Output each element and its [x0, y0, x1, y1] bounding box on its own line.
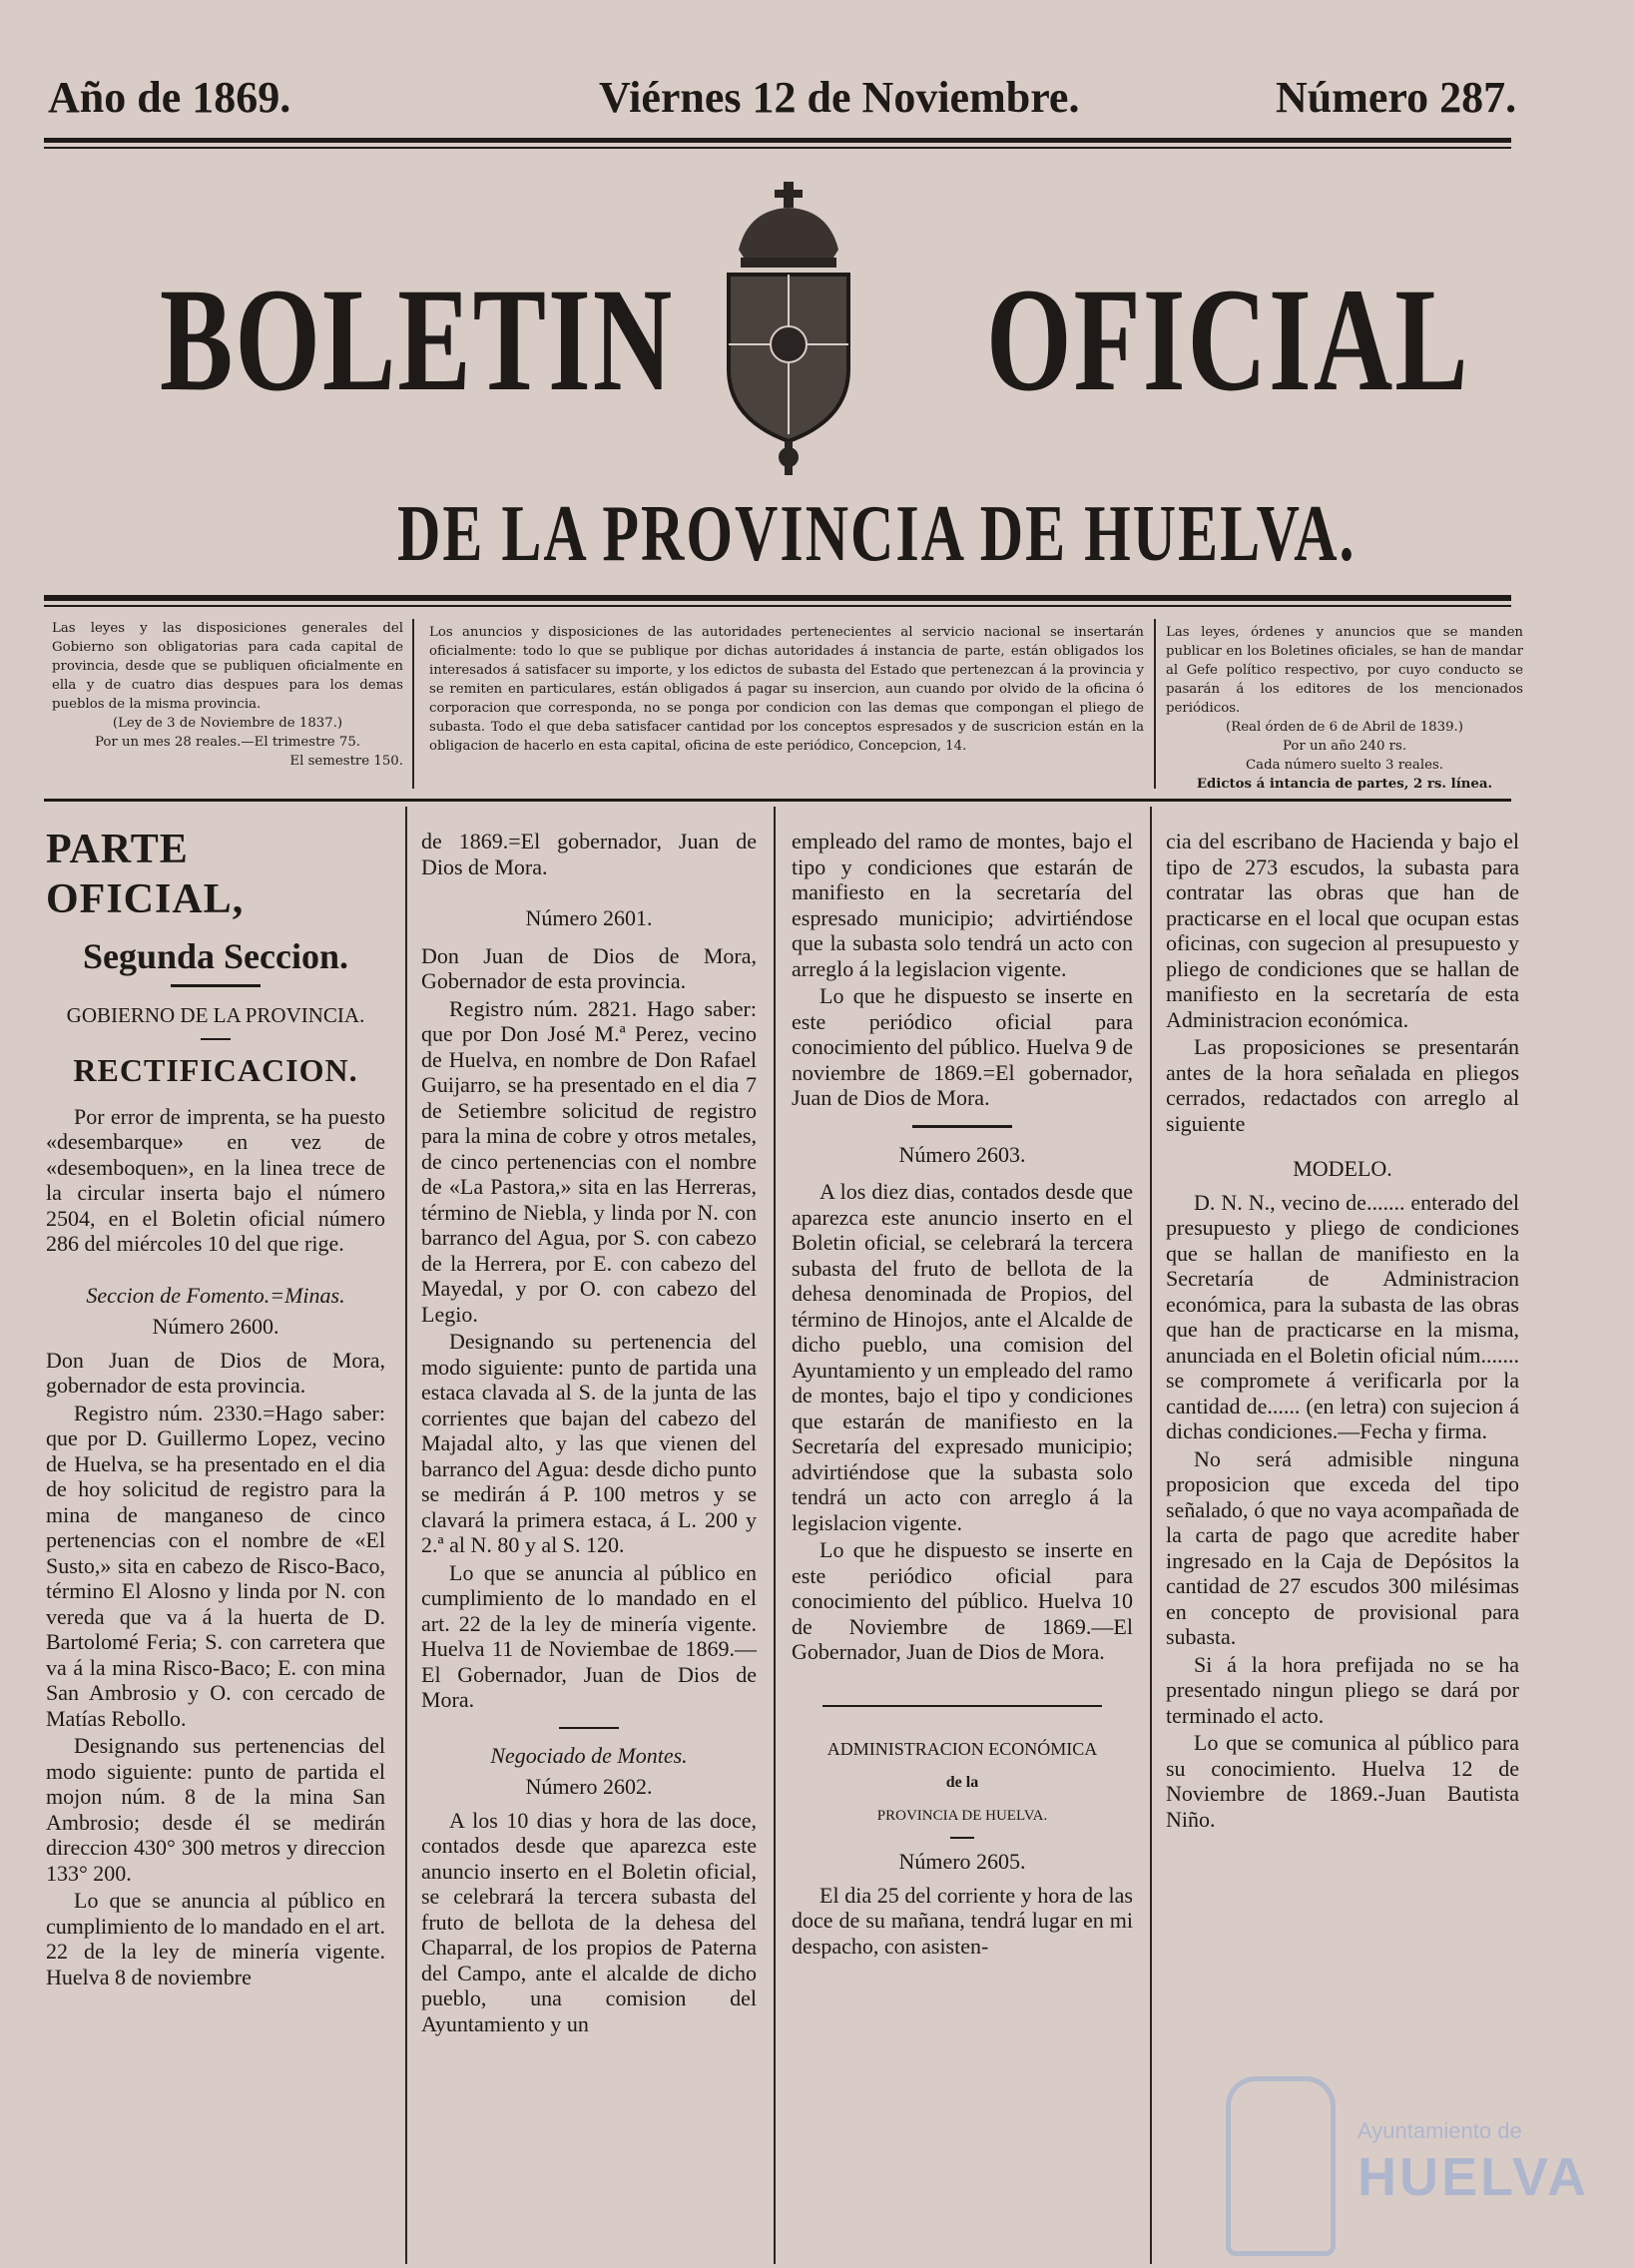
paragraph: Lo que se comunica al público para su conocimiento. Huelva 12 de Noviembre de 1869.-Juan Bautista Niño. — [1166, 1730, 1519, 1832]
paragraph: Designando sus pertenencias del modo siguiente: punto de partida el mojon núm. 8 de la mina San Ambrosio; desde él se medirán direccion 430° 300 metros y direccion 133° 200. — [46, 1733, 385, 1886]
notice-right-price3: Edictos á intancia de partes, 2 rs. línea. — [1196, 777, 1493, 792]
paragraph: empleado del ramo de montes, bajo el tipo y condiciones que estarán de manifiesto en la secretaría del espresado municipio; advirtiéndose que la subasta solo tendrá un acto con arreglo á la legislacion vigente. — [792, 829, 1133, 981]
notice-right-ref: (Real órden de 6 de Abril de 1839.) — [1226, 720, 1463, 735]
column-rule — [405, 807, 407, 2264]
item-number: Número 2602. — [525, 1774, 653, 1799]
paragraph: Lo que se anuncia al público en cumplimiento de lo mandado en el art. 22 de la ley de minería vigente. Huelva 8 de noviembre — [46, 1888, 385, 1989]
notice-left-text: Las leyes y las disposiciones generales del Gobierno son obligatorias para cada capital de provincia, desde que se publiquen oficialmente en ella y de cuatro dias despues para los demas pueblos de la misma provincia. — [52, 621, 403, 712]
column-3 — [792, 829, 1133, 1961]
notice-left — [52, 619, 403, 771]
huelva-shield-icon — [1226, 2076, 1336, 2256]
paragraph: Si á la hora prefijada no se ha presentado ningun pliego se dará por terminado el acto. — [1166, 1651, 1519, 1728]
issue-date: Viérnes 12 de Noviembre. — [599, 73, 1080, 122]
double-divider — [822, 1705, 1102, 1707]
column-1 — [46, 825, 385, 1991]
modelo-heading: MODELO. — [1293, 1156, 1392, 1181]
paragraph: Lo que he dispuesto se inserte en este periódico oficial para conocimiento del público. Huelva 9 de noviembre de 1869.=El gobernador, Juan de Dios de Mora. — [792, 983, 1133, 1110]
notice-right — [1166, 623, 1523, 794]
watermark-line1: Ayuntamiento de — [1358, 2118, 1522, 2143]
subsection-heading: Seccion de Fomento.=Minas. — [86, 1282, 345, 1308]
notice-right-price1: Por un año 240 rs. — [1282, 739, 1407, 754]
column-2 — [421, 829, 757, 2038]
notice-right-text: Las leyes, órdenes y anuncios que se manden publicar en los Boletines oficiales, se han de mandar al Gefe político respectivo, por cuyo conducto se pasarán á los editores de los mencionados periódicos. — [1166, 625, 1523, 716]
paragraph: Don Juan de Dios de Mora, Gobernador de esta provincia. — [421, 942, 757, 993]
divider — [559, 1727, 619, 1729]
item-number: Número 2605. — [898, 1849, 1026, 1874]
gov-heading: GOBIERNO DE LA PROVINCIA. — [66, 1002, 365, 1027]
parte-oficial-heading: PARTE OFICIAL, — [46, 827, 245, 922]
paragraph: A los diez dias, contados desde que aparezca este anuncio inserto en el Boletin oficial, se celebrará la tercera subasta del fruto de bellota de la dehesa denominada de Propios, del término de Hinojos, ante el Alcalde de dicho pueblo, una comision del Ayuntamiento y un empleado del ramo de montes, bajo el tipo y condiciones que estarán de manifiesto en la Secretaría del expresado municipio; advirtiéndose que la subasta solo tendrá un acto con arreglo á la legislacion vigente. — [792, 1179, 1133, 1535]
coat-of-arms-icon — [689, 180, 888, 479]
notices-rule — [44, 799, 1511, 802]
paragraph: Registro núm. 2330.=Hago saber: que por D. Guillermo Lopez, vecino de Huelva, se ha presentado en el dia de hoy solicitud de registro para la mina de manganeso de cinco pertenencias con el nombre de «El Susto,» sita en cabezo de Risco-Baco, término El Alosno y linda por N. con vereda que va á la huerta de D. Bartolomé Feria; S. con carretera que va á la mina Risco-Baco; E. con mina San Ambrosio y O. con cercado de Matías Rebollo. — [46, 1400, 385, 1731]
paragraph: Registro núm. 2821. Hago saber: que por Don José M.ª Perez, vecino de Huelva, en nombre de Don Rafael Guijarro, se ha presentado en el dia 7 de Setiembre solicitud de registro para la mina de cobre y otros metales, de cinco pertenencias con el nombre de «La Pastora,» sita en las Herreras, término de Niebla, y linda por N. con barranco del Agua, por S. con cabezo de la Herrera, por E. con cabezo del Mayedal, y por O. con cabezo del Legio. — [421, 995, 757, 1327]
masthead-rule-thin — [44, 605, 1511, 607]
admin-heading: ADMINISTRACION ECONÓMICA — [826, 1738, 1098, 1759]
admin-heading-dela: de la — [945, 1774, 979, 1791]
paragraph: Lo que se anuncia al público en cumplimiento de lo mandado en el art. 22 de la ley de minería vigente. Huelva 11 de Noviembae de 1869.—El Gobernador, Juan de Dios de Mora. — [421, 1559, 757, 1712]
paragraph: cia del escribano de Hacienda y bajo el tipo de 273 escudos, la subasta para contratar las obras que han de practicarse en el local que ocupan estas oficinas, con sugecion al presupuesto y pliego de condiciones que se hallan de manifiesto en la secretaría de esta Administracion económica. — [1166, 829, 1519, 1032]
notice-left-ref: (Ley de 3 de Noviembre de 1837.) — [112, 716, 343, 731]
masthead-title-left: BOLETIN — [160, 257, 675, 422]
masthead-subtitle: DE LA PROVINCIA DE HUELVA. — [397, 488, 1357, 578]
notice-left-price2: El semestre 150. — [289, 754, 403, 769]
paragraph: El dia 25 del corriente y hora de las doce de su mañana, tendrá lugar en mi despacho, con asisten- — [792, 1882, 1133, 1959]
divider — [912, 1125, 1012, 1128]
notice-right-price2: Cada número suelto 3 reales. — [1245, 758, 1444, 773]
divider — [201, 1038, 231, 1040]
divider — [950, 1837, 974, 1839]
column-rule — [1150, 807, 1152, 2264]
issue-number: Número 287. — [1276, 73, 1517, 122]
notice-divider — [1154, 619, 1156, 789]
notice-center: Los anuncios y disposiciones de las autoridades pertenecientes al servicio nacional se insertarán oficialmente: todo lo que se publique por dichas autoridades á instancia de parte, están obligados los interesados á satisfacer su importe, y los edictos de subasta del Estado que pertenezcan á la provincia y se remiten en particulares, están obligados á pagar su insercion, aun cuando por olvido de la oficina ó corporacion que corresponda, no se ponga por condicion con las demas que compongan el pliego de subasta. Todo el que deba satisfacer cantidad por los conceptos espresados y de suscricion están en la obligacion de hacerlo en esta capital, oficina de este periódico, Concepcion, 14. — [429, 625, 1144, 754]
header-rule — [44, 138, 1511, 143]
paragraph: de 1869.=El gobernador, Juan de Dios de Mora. — [421, 829, 757, 879]
subsection-heading: Negociado de Montes. — [490, 1742, 688, 1768]
admin-heading-prov: PROVINCIA DE HUELVA. — [876, 1807, 1048, 1824]
paragraph: D. N. N., vecino de....... enterado del presupuesto y pliego de condiciones que se hallan de manifiesto en la Secretaría de Administracion económica, para la subasta de las obras que han de practicarse en la misma, anunciada en el Boletin oficial núm....... se compromete á verificarla por la cantidad de...... (en letra) con sujecion á dichas condiciones.—Fecha y firma. — [1166, 1189, 1519, 1443]
ornament-divider — [171, 984, 261, 987]
masthead-rule — [44, 595, 1511, 601]
item-number: Número 2600. — [152, 1314, 279, 1339]
masthead-title-right: OFICIAL — [986, 257, 1470, 422]
column-rule — [774, 807, 776, 2264]
paragraph: No será admisible ninguna proposicion que exceda del tipo señalado, ó que no vaya acompañada de la carta de pago que acredite haber ingresado en la Caja de Depósitos la cantidad de 27 escudos 300 milésimas en concepto de provisional para subasta. — [1166, 1445, 1519, 1649]
paragraph: A los 10 dias y hora de las doce, contados desde que aparezca este anuncio inserto en el Boletin oficial, se celebrará la tercera subasta del fruto de bellota de la dehesa del Chaparral, de los propios de Paterna del Campo, ante el alcalde de dicho pueblo, una comision del Ayuntamiento y un — [421, 1807, 757, 2036]
paragraph: Don Juan de Dios de Mora, gobernador de esta provincia. — [46, 1347, 385, 1398]
paragraph: Lo que he dispuesto se inserte en este periódico oficial para conocimiento del público. Huelva 10 de Noviembre de 1869.—El Gobernador, Juan de Dios de Mora. — [792, 1537, 1133, 1664]
rectificacion-heading: RECTIFICACION. — [73, 1052, 358, 1088]
item-number: Número 2603. — [898, 1141, 1026, 1167]
column-4 — [1166, 829, 1519, 1834]
header-rule-thin — [44, 147, 1511, 149]
notice-divider — [412, 619, 414, 789]
notice-left-price1: Por un mes 28 reales.—El trimestre 75. — [94, 735, 361, 750]
paragraph: Designando su pertenencia del modo siguiente: punto de partida una estaca clavada al S. de la junta de las corrientes que bajan del cabezo del Majadal alto, y las que vienen del barranco del Agua: desde dicho punto se medirán á P. 100 metros y se clavará la primera estaca, á L. 200 y 2.ª al N. 80 y al S. 120. — [421, 1329, 757, 1557]
watermark-line2: HUELVA — [1358, 2147, 1589, 2207]
paragraph: Por error de imprenta, se ha puesto «desembarque» en vez de «desemboquen», en la linea trece de la circular inserta bajo el número 2504, en el Boletin oficial número 286 del miércoles 10 del que rige. — [46, 1103, 385, 1256]
section-heading: Segunda Seccion. — [82, 936, 349, 976]
issue-year: Año de 1869. — [48, 73, 291, 122]
paragraph: Las proposiciones se presentarán antes de la hora señalada en pliegos cerrados, redactados con arreglo al siguiente — [1166, 1034, 1519, 1136]
item-number: Número 2601. — [525, 905, 653, 930]
